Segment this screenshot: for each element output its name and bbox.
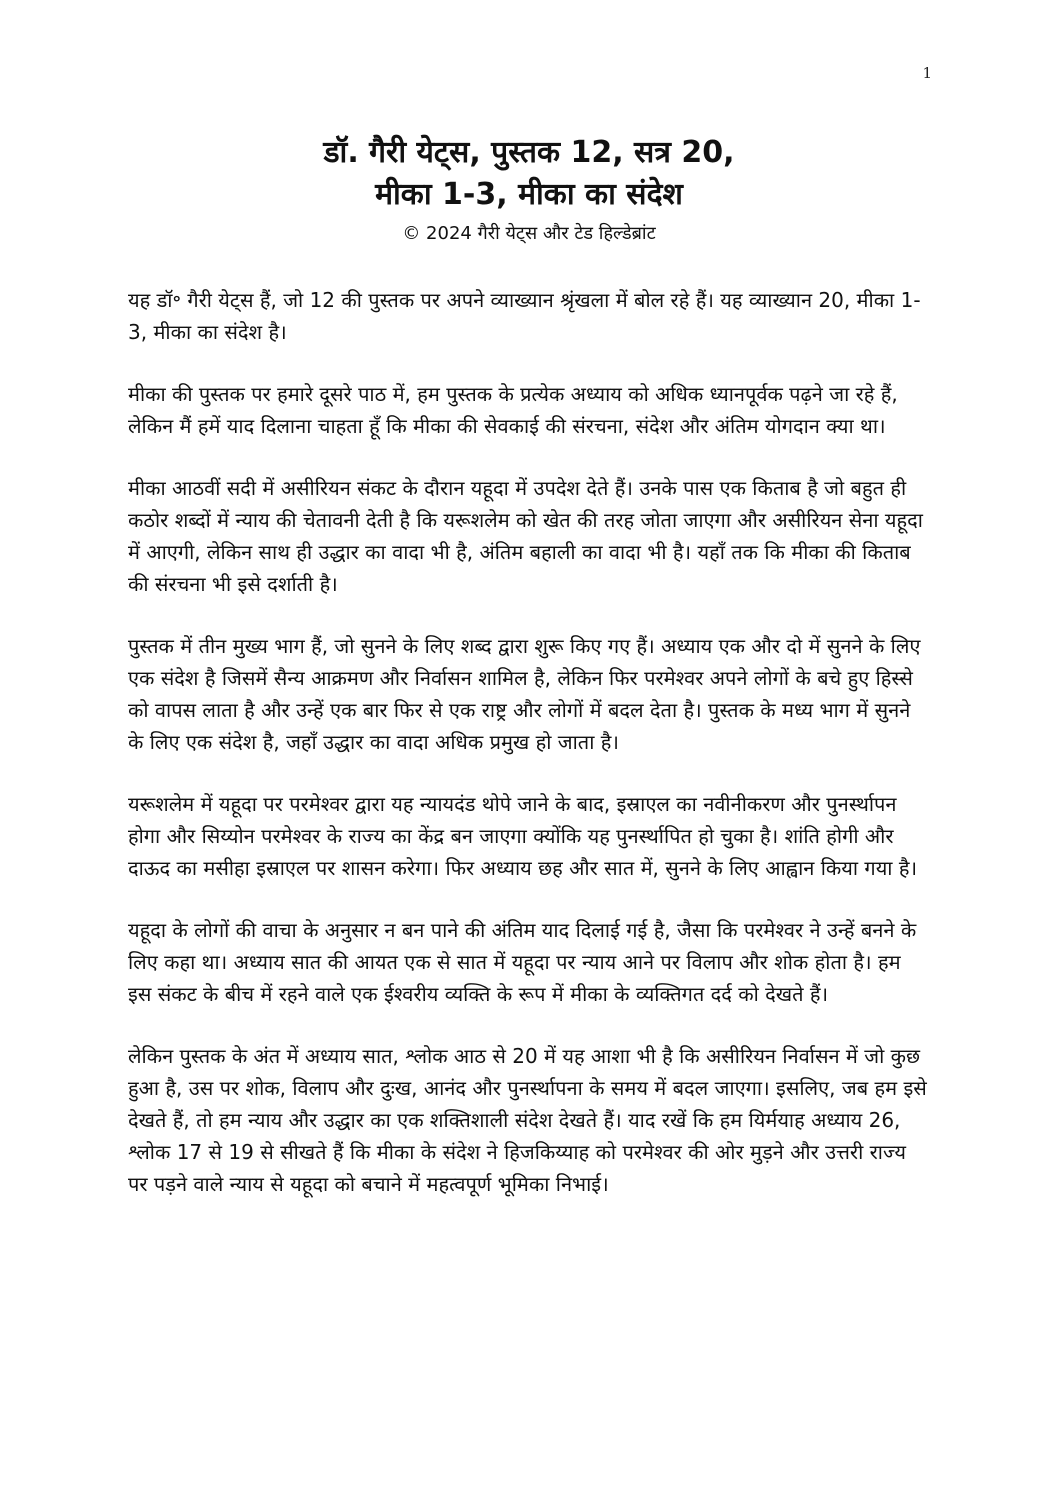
title-block xyxy=(0,132,1058,248)
title-line-2: मीका 1-3, मीका का संदेश xyxy=(375,177,683,212)
paragraph-7: लेकिन पुस्तक के अंत में अध्याय सात, श्लोक आठ से 20 में यह आशा भी है कि असीरियन निर्वासन में जो कुछ हुआ है, उस पर शोक, विलाप और दुःख, आनंद और पुनर्स्थापना के समय में बदल जाएगा। इसलिए, जब हम इसे देखते हैं, तो हम न्याय और उद्धार का एक शक्तिशाली संदेश देखते हैं। याद रखें कि हम यिर्मयाह अध्याय 26, श्लोक 17 से 19 से सीखते हैं कि मीका के संदेश ने हिजकिय्याह को परमेश्वर की ओर मुड़ने और उत्तरी राज्य पर पड़ने वाले न्याय से यहूदा को बचाने में महत्वपूर्ण भूमिका निभाई। xyxy=(128,1044,927,1196)
paragraph-6: यहूदा के लोगों की वाचा के अनुसार न बन पाने की अंतिम याद दिलाई गई है, जैसा कि परमेश्वर ने उन्हें बनने के लिए कहा था। अध्याय सात की आयत एक से सात में यहूदा पर न्याय आने पर विलाप और शोक होता है। हम इस संकट के बीच में रहने वाले एक ईश्वरीय व्यक्ति के रूप में मीका के व्यक्तिगत दर्द को देखते हैं। xyxy=(128,918,917,1006)
paragraph-2: मीका की पुस्तक पर हमारे दूसरे पाठ में, हम पुस्तक के प्रत्येक अध्याय को अधिक ध्यानपूर्वक पढ़ने जा रहे हैं, लेकिन मैं हमें याद दिलाना चाहता हूँ कि मीका की सेवकाई की संरचना, संदेश और अंतिम योगदान क्या था। xyxy=(128,382,898,438)
paragraph-5: यरूशलेम में यहूदा पर परमेश्वर द्वारा यह न्यायदंड थोपे जाने के बाद, इस्राएल का नवीनीकरण और पुनर्स्थापन होगा और सिय्योन परमेश्वर के राज्य का केंद्र बन जाएगा क्योंकि यह पुनर्स्थापित हो चुका है। शांति होगी और दाऊद का मसीहा इस्राएल पर शासन करेगा। फिर अध्याय छह और सात में, सुनने के लिए आह्वान किया गया है। xyxy=(128,792,918,880)
paragraph-3: मीका आठवीं सदी में असीरियन संकट के दौरान यहूदा में उपदेश देते हैं। उनके पास एक किताब है जो बहुत ही कठोर शब्दों में न्याय की चेतावनी देती है कि यरूशलेम को खेत की तरह जोता जाएगा और असीरियन सेना यहूदा में आएगी, लेकिन साथ ही उद्धार का वादा भी है, अंतिम बहाली का वादा भी है। यहाँ तक कि मीका की किताब की संरचना भी इसे दर्शाती है। xyxy=(128,476,923,596)
copyright-line: © 2024 गैरी येट्स और टेड हिल्डेब्रांट xyxy=(402,223,656,244)
page-number: 1 xyxy=(922,64,932,82)
title-line-1: डॉ. गैरी येट्स, पुस्तक 12, सत्र 20, xyxy=(323,135,735,170)
paragraph-4: पुस्तक में तीन मुख्य भाग हैं, जो सुनने के लिए शब्द द्वारा शुरू किए गए हैं। अध्याय एक और दो में सुनने के लिए एक संदेश है जिसमें सैन्य आक्रमण और निर्वासन शामिल है, लेकिन फिर परमेश्वर अपने लोगों के बचे हुए हिस्से को वापस लाता है और उन्हें एक बार फिर से एक राष्ट्र और लोगों में बदल देता है। पुस्तक के मध्य भाग में सुनने के लिए एक संदेश है, जहाँ उद्धार का वादा अधिक प्रमुख हो जाता है। xyxy=(128,634,921,754)
body-text xyxy=(128,284,928,1230)
paragraph-1: यह डॉ॰ गैरी येट्स हैं, जो 12 की पुस्तक पर अपने व्याख्यान श्रृंखला में बोल रहे हैं। यह व्याख्यान 20, मीका 1-3, मीका का संदेश है। xyxy=(128,288,921,344)
